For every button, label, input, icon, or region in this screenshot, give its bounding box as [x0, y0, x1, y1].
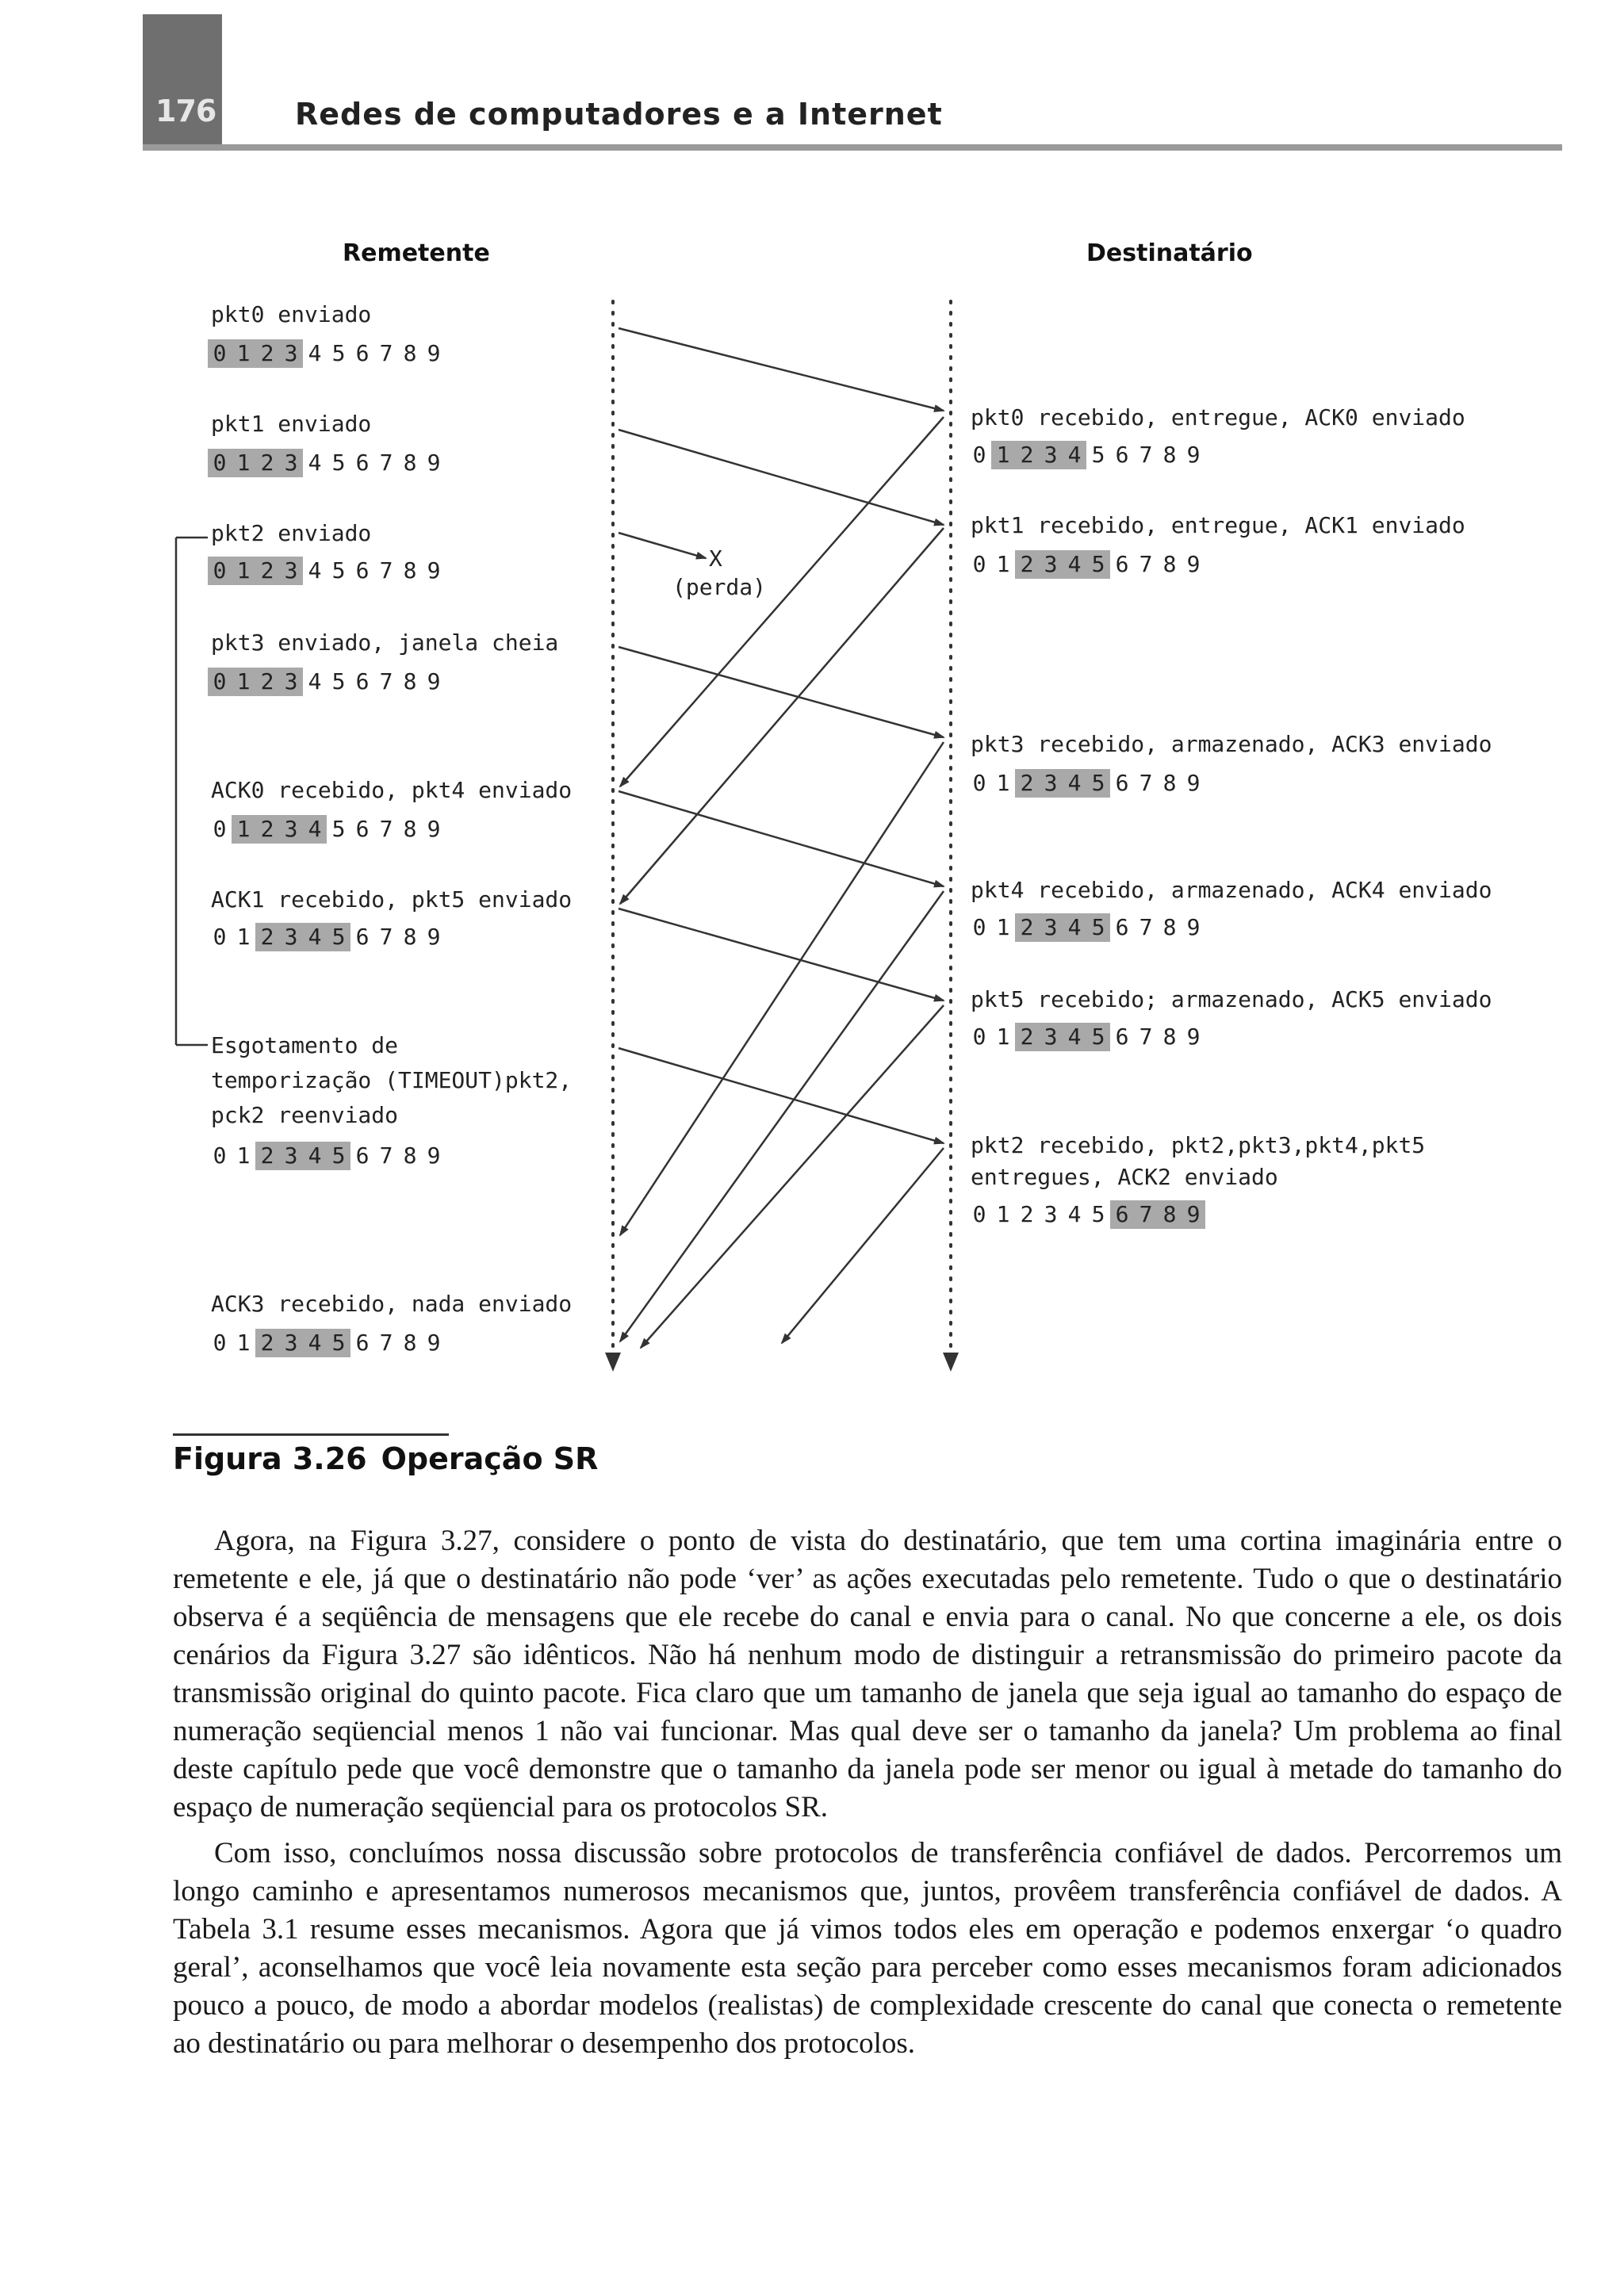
seq-number: 7 — [1134, 1200, 1158, 1229]
sender-event-label: ACK0 recebido, pkt4 enviado — [211, 777, 573, 803]
seq-number: 9 — [1186, 914, 1201, 940]
seq-number: 3 — [1039, 913, 1063, 942]
seq-number: 6 — [1115, 770, 1129, 796]
sender-event-label: Esgotamento de — [211, 1032, 399, 1058]
seq-number: 5 — [327, 1142, 350, 1170]
seq-number: 7 — [379, 1330, 393, 1356]
figure-caption — [173, 1441, 598, 1476]
sender-window — [208, 339, 446, 368]
seq-number: 7 — [1139, 1024, 1153, 1050]
seq-number: 6 — [355, 557, 370, 584]
message-arrows — [619, 328, 944, 1348]
seq-number: 8 — [403, 816, 417, 842]
seq-number: 9 — [427, 816, 441, 842]
seq-number: 0 — [208, 557, 232, 585]
receiver-window — [967, 769, 1205, 798]
seq-number: 7 — [1139, 551, 1153, 577]
sender-event-label: ACK3 recebido, nada enviado — [211, 1291, 573, 1317]
seq-number: 9 — [1182, 1200, 1205, 1229]
seq-number: 9 — [427, 450, 441, 476]
seq-number: 8 — [403, 557, 417, 584]
receiver-heading: Destinatário — [1086, 239, 1253, 267]
sender-window — [208, 668, 446, 696]
seq-number: 0 — [972, 770, 986, 796]
seq-number: 2 — [1015, 769, 1039, 798]
receiver-event-label: pkt5 recebido; armazenado, ACK5 enviado — [971, 986, 1492, 1012]
page-number: 176 — [155, 94, 216, 128]
seq-number: 7 — [1139, 442, 1153, 468]
seq-number: 6 — [1110, 1200, 1134, 1229]
seq-number: 2 — [255, 668, 279, 696]
sender-window — [208, 557, 446, 585]
seq-number: 9 — [427, 668, 441, 695]
seq-number: 9 — [427, 1330, 441, 1356]
arrow-pkt1 — [619, 430, 944, 525]
arrow-pkt2-lost — [619, 533, 706, 558]
seq-number: 8 — [1158, 1200, 1182, 1229]
seq-number: 0 — [208, 668, 232, 696]
arrow-ack5 — [641, 1005, 944, 1348]
body-text — [173, 1522, 1562, 2071]
seq-number: 0 — [972, 914, 986, 940]
loss-label: (perda) — [672, 574, 767, 600]
sender-window — [208, 815, 446, 844]
sender-event-label: pck2 reenviado — [211, 1102, 399, 1128]
seq-number: 5 — [331, 450, 346, 476]
seq-number: 0 — [972, 551, 986, 577]
sender-event-label: pkt2 enviado — [211, 520, 372, 546]
seq-number: 6 — [1115, 551, 1129, 577]
seq-number: 5 — [1091, 1201, 1105, 1227]
seq-number: 4 — [308, 557, 322, 584]
sender-window — [208, 1329, 446, 1357]
seq-number: 5 — [327, 923, 350, 951]
seq-number: 3 — [1039, 441, 1063, 469]
loss-mark: X — [709, 545, 722, 572]
seq-number: 4 — [303, 815, 327, 844]
seq-number: 8 — [403, 340, 417, 366]
seq-number: 0 — [208, 449, 232, 477]
sender-event-label: pkt1 enviado — [211, 411, 372, 437]
receiver-event-label: pkt2 recebido, pkt2,pkt3,pkt4,pkt5 — [971, 1132, 1426, 1158]
receiver-event-label: pkt4 recebido, armazenado, ACK4 enviado — [971, 877, 1492, 903]
figure-title: Operação SR — [381, 1441, 599, 1476]
seq-number: 1 — [236, 924, 251, 950]
figure-caption-rule — [173, 1433, 449, 1436]
sender-event-label: pkt3 enviado, janela cheia — [211, 629, 559, 656]
seq-number: 3 — [279, 557, 303, 585]
seq-number: 1 — [236, 1142, 251, 1169]
seq-number: 8 — [403, 1330, 417, 1356]
seq-number: 2 — [255, 557, 279, 585]
seq-number: 6 — [355, 1142, 370, 1169]
seq-number: 7 — [379, 450, 393, 476]
seq-number: 1 — [996, 770, 1010, 796]
seq-number: 7 — [379, 340, 393, 366]
seq-number: 3 — [1039, 769, 1063, 798]
seq-number: 7 — [379, 668, 393, 695]
arrow-pkt2-resent — [619, 1048, 944, 1143]
seq-number: 4 — [1067, 1201, 1082, 1227]
seq-number: 3 — [1039, 1023, 1063, 1051]
receiver-timeline-arrow — [943, 1353, 959, 1372]
seq-number: 3 — [279, 815, 303, 844]
seq-number: 6 — [355, 340, 370, 366]
seq-number: 6 — [355, 668, 370, 695]
receiver-window — [967, 550, 1205, 579]
seq-number: 3 — [279, 449, 303, 477]
seq-number: 1 — [232, 668, 255, 696]
seq-number: 2 — [1015, 913, 1039, 942]
seq-number: 2 — [1015, 1023, 1039, 1051]
seq-number: 5 — [1086, 1023, 1110, 1051]
sender-event-label: temporização (TIMEOUT)pkt2, — [211, 1067, 573, 1093]
seq-number: 6 — [1115, 914, 1129, 940]
arrow-ack2 — [782, 1148, 944, 1343]
running-title: Redes de computadores e a Internet — [295, 97, 943, 132]
seq-number: 8 — [1162, 914, 1177, 940]
seq-number: 8 — [1162, 442, 1177, 468]
seq-number: 1 — [996, 914, 1010, 940]
seq-number: 2 — [1015, 550, 1039, 579]
seq-number: 1 — [236, 1330, 251, 1356]
receiver-event-label: pkt0 recebido, entregue, ACK0 enviado — [971, 404, 1465, 430]
seq-number: 8 — [403, 668, 417, 695]
arrow-pkt4 — [619, 791, 944, 886]
seq-number: 9 — [1186, 442, 1201, 468]
seq-number: 2 — [255, 1142, 279, 1170]
seq-number: 5 — [331, 816, 346, 842]
seq-number: 2 — [255, 339, 279, 368]
seq-number: 0 — [213, 816, 227, 842]
receiver-event-label: entregues, ACK2 enviado — [971, 1164, 1278, 1190]
seq-number: 8 — [1162, 1024, 1177, 1050]
seq-number: 0 — [213, 1330, 227, 1356]
seq-number: 5 — [331, 340, 346, 366]
seq-number: 4 — [303, 1329, 327, 1357]
paragraph: Agora, na Figura 3.27, considere o ponto de vista do destinatário, que tem uma cortina imaginária entre o remetente e ele, já que o destinatário não pode ‘ver’ as ações executadas pelo remetente. Tudo o que o destinatário observa é a seqüência de mensagens que ele recebe do canal e envia para o canal. No que concerne a ele, os dois cenários da Figura 3.27 são idênticos. Não há nenhum modo de distinguir a retransmissão do primeiro pacote da transmissão original do quinto pacote. Fica claro que um tamanho de janela que seja igual ao tamanho do espaço de numeração seqüencial menos 1 não vai funcionar. Mas qual deve ser o tamanho da janela? Um problema ao final deste capítulo pede que você demonstre que o tamanho da janela pode ser menor ou igual à metade do tamanho do espaço de numeração seqüencial para os protocolos SR. — [173, 1525, 1562, 1823]
seq-number: 2 — [255, 923, 279, 951]
seq-number: 0 — [972, 1024, 986, 1050]
seq-number: 1 — [991, 441, 1015, 469]
arrow-ack3 — [620, 742, 944, 1235]
arrow-ack4 — [620, 891, 944, 1341]
seq-number: 0 — [972, 1201, 986, 1227]
seq-number: 7 — [379, 557, 393, 584]
paragraph: Com isso, concluímos nossa discussão sobre protocolos de transferência confiável de dados. Percorremos um longo caminho e apresentamos numerosos mecanismos que, juntos, provêem transferência confiável de dados. A Tabela 3.1 resume esses mecanismos. Agora que já vimos todos eles em operação e podemos enxergar ‘o quadro geral’, aconselhamos que você leia novamente esta seção para perceber como esses mecanismos foram adicionados pouco a pouco, de modo a abordar modelos (realistas) de complexidade crescente do canal que conecta o remetente ao destinatário ou para melhorar o desempenho dos protocolos. — [173, 1837, 1562, 2060]
seq-number: 4 — [308, 450, 322, 476]
seq-number: 6 — [355, 924, 370, 950]
seq-number: 4 — [1063, 550, 1086, 579]
receiver-window — [967, 913, 1205, 942]
seq-number: 0 — [213, 924, 227, 950]
seq-number: 5 — [1086, 913, 1110, 942]
sender-event-label: pkt0 enviado — [211, 301, 372, 327]
seq-number: 3 — [279, 923, 303, 951]
receiver-event-label: pkt1 recebido, entregue, ACK1 enviado — [971, 512, 1465, 538]
seq-number: 9 — [1186, 551, 1201, 577]
seq-number: 3 — [279, 668, 303, 696]
seq-number: 2 — [1020, 1201, 1034, 1227]
seq-number: 5 — [331, 668, 346, 695]
seq-number: 5 — [327, 1329, 350, 1357]
seq-number: 5 — [331, 557, 346, 584]
sender-window — [208, 1142, 446, 1170]
seq-number: 1 — [996, 1201, 1010, 1227]
seq-number: 4 — [308, 340, 322, 366]
seq-number: 1 — [232, 339, 255, 368]
sender-timeline-arrow — [605, 1353, 621, 1372]
seq-number: 4 — [1063, 913, 1086, 942]
receiver-event-label: pkt3 recebido, armazenado, ACK3 enviado — [971, 731, 1492, 757]
seq-number: 5 — [1091, 442, 1105, 468]
seq-number: 9 — [427, 924, 441, 950]
seq-number: 2 — [1015, 441, 1039, 469]
arrow-pkt0 — [619, 328, 944, 411]
seq-number: 7 — [379, 1142, 393, 1169]
seq-number: 8 — [1162, 770, 1177, 796]
receiver-window — [967, 1023, 1205, 1051]
seq-number: 0 — [972, 442, 986, 468]
seq-number: 4 — [303, 1142, 327, 1170]
receiver-window — [967, 441, 1205, 469]
seq-number: 4 — [308, 668, 322, 695]
seq-number: 3 — [279, 339, 303, 368]
seq-number: 6 — [355, 450, 370, 476]
seq-number: 8 — [403, 924, 417, 950]
seq-number: 5 — [1086, 769, 1110, 798]
seq-number: 2 — [255, 815, 279, 844]
arrow-pkt3 — [619, 647, 944, 737]
sender-window — [208, 923, 446, 951]
seq-number: 7 — [1139, 770, 1153, 796]
seq-number: 4 — [1063, 1023, 1086, 1051]
arrow-ack0 — [620, 417, 944, 786]
seq-number: 2 — [255, 449, 279, 477]
seq-number: 2 — [255, 1329, 279, 1357]
sender-heading: Remetente — [343, 239, 490, 267]
seq-number: 3 — [1039, 550, 1063, 579]
seq-number: 7 — [1139, 914, 1153, 940]
seq-number: 3 — [279, 1329, 303, 1357]
seq-number: 3 — [1044, 1201, 1058, 1227]
seq-number: 1 — [996, 1024, 1010, 1050]
arrow-ack1 — [620, 528, 944, 904]
seq-number: 6 — [1115, 442, 1129, 468]
seq-number: 9 — [427, 1142, 441, 1169]
seq-number: 4 — [1063, 441, 1086, 469]
sender-event-label: ACK1 recebido, pkt5 enviado — [211, 886, 573, 913]
seq-number: 6 — [355, 1330, 370, 1356]
seq-number: 6 — [355, 816, 370, 842]
seq-number: 7 — [379, 924, 393, 950]
figure-number: Figura 3.26 — [173, 1441, 367, 1476]
seq-number: 0 — [208, 339, 232, 368]
seq-number: 4 — [1063, 769, 1086, 798]
seq-number: 8 — [403, 450, 417, 476]
seq-number: 1 — [232, 815, 255, 844]
seq-number: 3 — [279, 1142, 303, 1170]
seq-number: 7 — [379, 816, 393, 842]
seq-number: 8 — [403, 1142, 417, 1169]
seq-number: 9 — [427, 340, 441, 366]
seq-number: 9 — [1186, 1024, 1201, 1050]
seq-number: 5 — [1086, 550, 1110, 579]
seq-number: 4 — [303, 923, 327, 951]
seq-number: 1 — [996, 551, 1010, 577]
seq-number: 1 — [232, 557, 255, 585]
seq-number: 6 — [1115, 1024, 1129, 1050]
seq-number: 9 — [1186, 770, 1201, 796]
seq-number: 1 — [232, 449, 255, 477]
seq-number: 8 — [1162, 551, 1177, 577]
receiver-window — [967, 1200, 1205, 1229]
arrow-pkt5 — [619, 909, 944, 1001]
sender-window — [208, 449, 446, 477]
seq-number: 0 — [213, 1142, 227, 1169]
seq-number: 9 — [427, 557, 441, 584]
